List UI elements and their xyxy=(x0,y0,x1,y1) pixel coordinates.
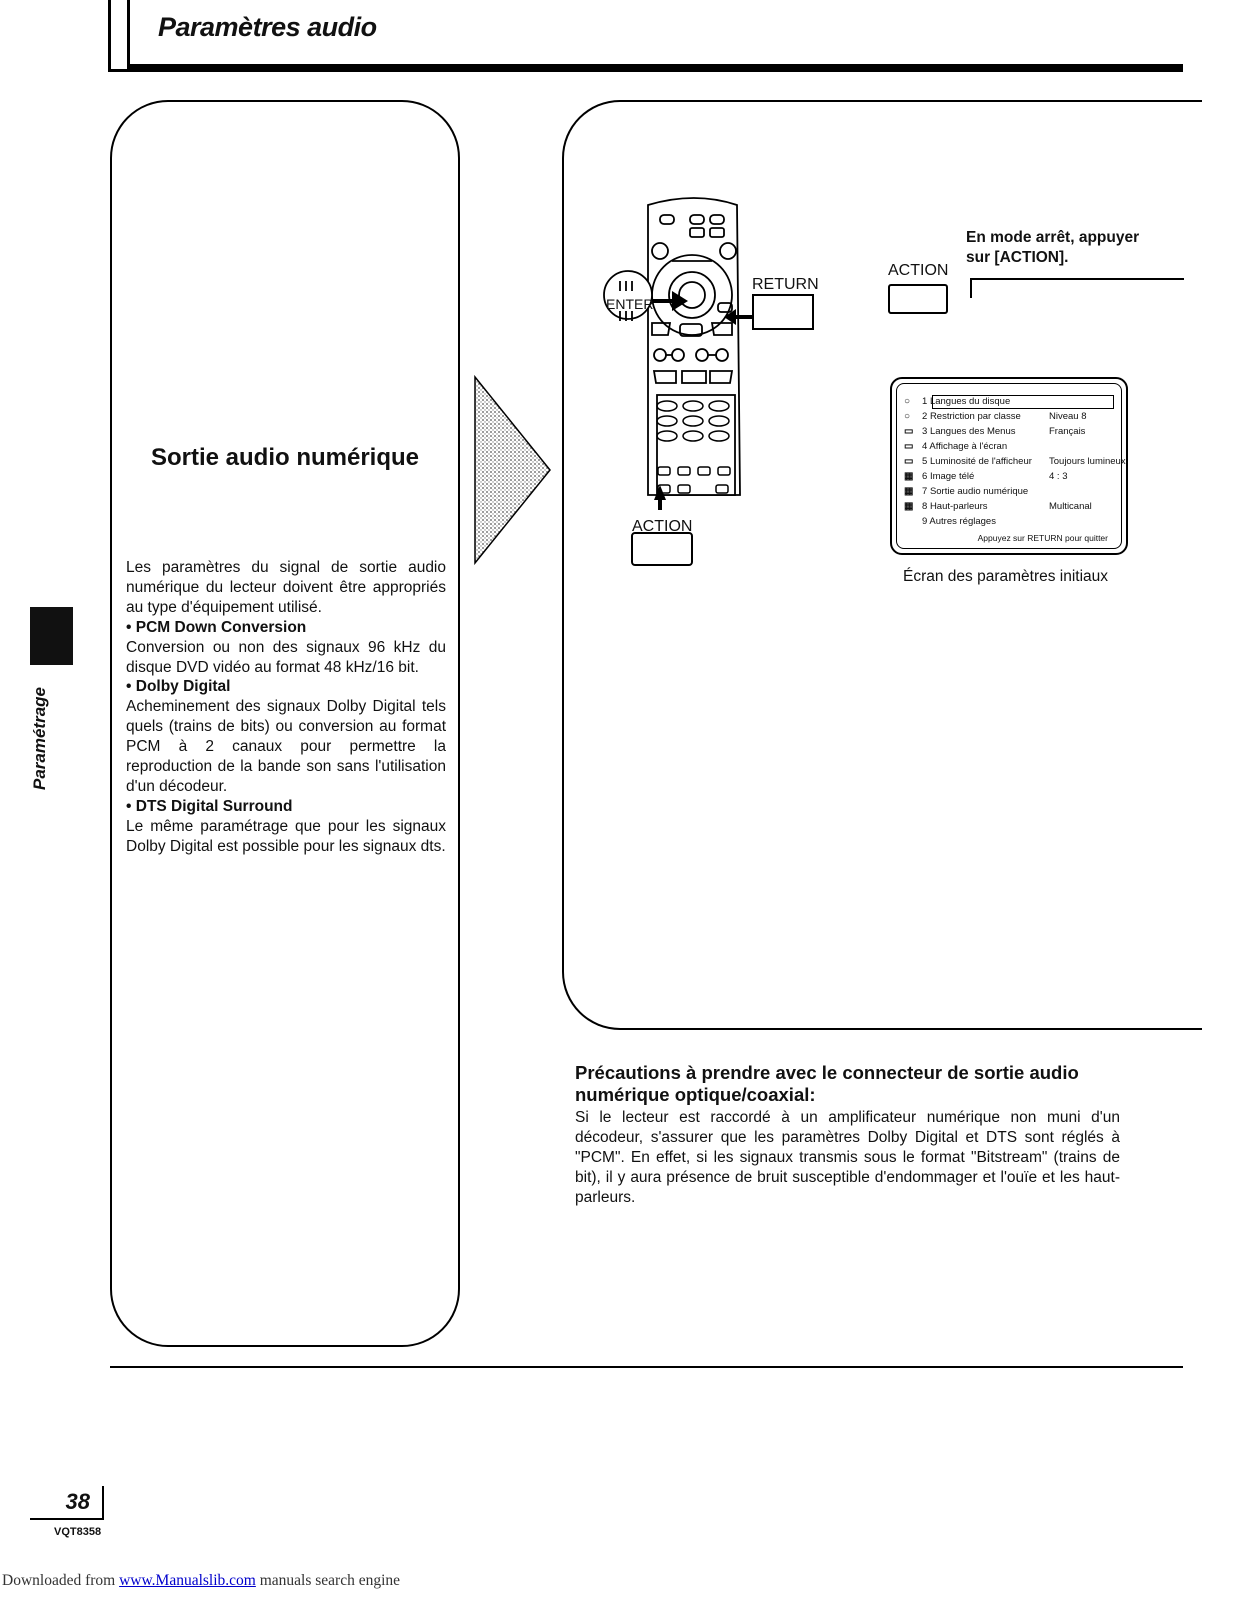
header-rule xyxy=(130,64,1183,72)
manualslib-link[interactable]: www.Manualslib.com xyxy=(119,1572,256,1589)
intro-text: Les paramètres du signal de sortie audio numérique du lecteur doivent être appropriés au type d'équipement utilisé. xyxy=(126,559,446,616)
bullet-title-dts: • DTS Digital Surround xyxy=(126,797,293,815)
page-title: Paramètres audio xyxy=(158,12,377,42)
download-footer: Downloaded from www.Manualslib.com manuals search engine xyxy=(2,1572,401,1589)
document-code: VQT8358 xyxy=(54,1526,102,1538)
bullet-text-dolby: Acheminement des signaux Dolby Digital tels quels (trains de bits) ou conversion au format PCM à 2 canaux pour permettre la reproduction de la bande son sans l'utilisation d'un décodeur. xyxy=(126,698,446,795)
page-number: 38 xyxy=(30,1486,104,1520)
menu-row: ○ 1 Langues du disque xyxy=(904,396,1011,407)
header-bracket xyxy=(108,0,130,72)
tv-icon: ▦ xyxy=(904,501,914,512)
bullet-title-pcm: • PCM Down Conversion xyxy=(126,618,307,636)
menu-row: ▭ 3 Langues des Menus Français xyxy=(904,426,1086,437)
menu-row: ○ 2 Restriction par classe Niveau 8 xyxy=(904,411,1087,422)
menu-row: ▦ 6 Image télé 4 : 3 xyxy=(904,471,1068,482)
bullet-text-dts: Le même paramétrage que pour les signaux Dolby Digital est possible pour les signaux dts. xyxy=(126,817,446,855)
side-tab-marker xyxy=(30,607,73,665)
setup-screen xyxy=(890,377,1128,555)
bullet-text-pcm: Conversion ou non des signaux 96 kHz du disque DVD vidéo au format 48 kHz/16 bit. xyxy=(126,638,446,676)
remote-action-label: ACTION xyxy=(632,518,693,535)
bottom-rule xyxy=(110,1366,1183,1368)
instruction-text: En mode arrêt, appuyer sur [ACTION]. xyxy=(966,229,1140,266)
section-body xyxy=(126,558,446,857)
screen-footer: Appuyez sur RETURN pour quitter xyxy=(977,533,1108,543)
step-arrow-icon xyxy=(474,375,554,565)
tv-icon: ▦ xyxy=(904,471,914,482)
disc-icon: ○ xyxy=(904,411,911,422)
tv-icon: ▦ xyxy=(904,486,914,497)
screen-icon: ▭ xyxy=(904,456,914,467)
return-label: RETURN xyxy=(752,276,819,293)
menu-row: ▭ 5 Luminosité de l'afficheur Toujours lumineux xyxy=(904,456,1126,467)
precautions-body: Si le lecteur est raccordé à un amplificateur numérique non muni d'un décodeur, s'assurer que les paramètres Dolby Digital et DTS sont réglés à "PCM". En effet, si les signaux transmis sous le format "Bitstream" (trains de bit), il y aura présence de bruit susceptible d'endommager et l'ouïe et les haut-parleurs. xyxy=(575,1109,1120,1206)
side-tab-label: Paramétrage xyxy=(30,686,49,790)
enter-label: ENTER xyxy=(606,296,654,312)
bullet-title-dolby: • Dolby Digital xyxy=(126,678,231,696)
menu-row: ▦ 8 Haut-parleurs Multicanal xyxy=(904,501,1092,512)
action-button xyxy=(888,284,948,314)
menu-row: ▭ 4 Affichage à l'écran xyxy=(904,441,1008,452)
screen-caption: Écran des paramètres initiaux xyxy=(903,568,1109,585)
precautions-title: Précautions à prendre avec le connecteur de sortie audio numérique optique/coaxial: xyxy=(575,1062,1079,1105)
menu-row: 9 Autres réglages xyxy=(922,516,996,527)
section-title: Sortie audio numérique xyxy=(150,444,420,471)
menu-row: ▦ 7 Sortie audio numérique xyxy=(904,486,1029,497)
disc-icon: ○ xyxy=(904,396,911,407)
screen-icon: ▭ xyxy=(904,441,914,452)
display-bar xyxy=(970,278,1184,298)
screen-icon: ▭ xyxy=(904,426,914,437)
action-label: ACTION xyxy=(888,262,949,279)
remote-control-icon xyxy=(600,195,830,570)
